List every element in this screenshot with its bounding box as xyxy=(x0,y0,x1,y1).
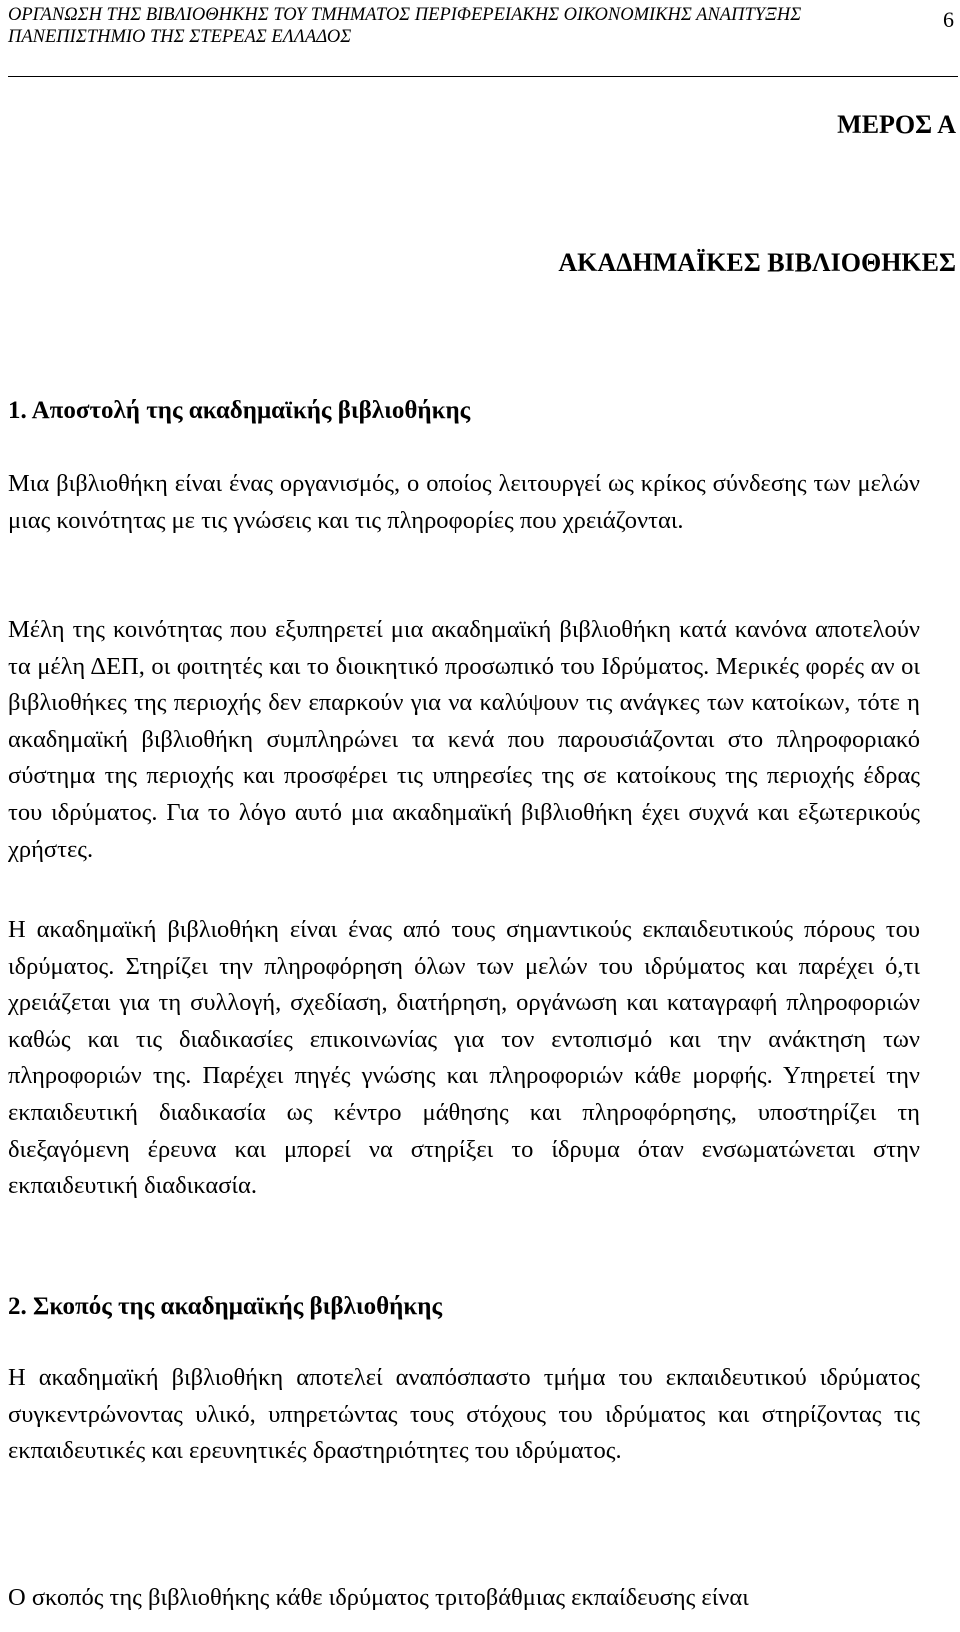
section-heading-purpose: 2. Σκοπός της ακαδημαϊκής βιβλιοθήκης xyxy=(8,1293,442,1320)
section-heading-mission: 1. Αποστολή της ακαδημαϊκής βιβλιοθήκης xyxy=(8,397,471,424)
paragraph-integral-part: Η ακαδημαϊκή βιβλιοθήκη αποτελεί αναπόσπαστο τμήμα του εκπαιδευτικού ιδρύματος συγκεντρώνοντας υλικό, υπηρετώντας τους στόχους του ιδρύματος και στηρίζοντας τις εκπαιδευτικές και ερευνητικές δραστηριότητες του ιδρύματος. xyxy=(8,1364,920,1465)
paragraph-educational-resource: Η ακαδημαϊκή βιβλιοθήκη είναι ένας από τους σημαντικούς εκπαιδευτικούς πόρους του ιδρύματος. Στηρίζει την πληροφόρηση όλων των μελών του ιδρύματος και παρέχει ό,τι χρειάζεται για τη συλλογή, σχεδίαση, διατήρηση, οργάνωση και καταγραφή πληροφοριών καθώς και τις διαδικασίες επικοινωνίας για τον εντοπισμό και την ανάκτηση των πληροφοριών της. Παρέχει πηγές γνώσης και πληροφοριών κάθε μορφής. Υπηρετεί την εκπαιδευτική διαδικασία ως κέντρο μάθησης και πληροφόρησης, υποστηρίζει τη διεξαγόμενη έρευνα και μπορεί να στηρίξει το ίδρυμα όταν ενσωματώνεται στην εκπαιδευτική διαδικασία. xyxy=(8,916,920,1200)
running-header-line-2: ΠΑΝΕΠΙΣΤΗΜΙΟ ΤΗΣ ΣΤΕΡΕΑΣ ΕΛΛΑΔΟΣ xyxy=(8,27,352,47)
page-number: 6 xyxy=(943,7,954,32)
paragraph-purpose-start: Ο σκοπός της βιβλιοθήκης κάθε ιδρύματος τριτοβάθμιας εκπαίδευσης είναι xyxy=(8,1584,749,1611)
running-header-line-1: ΟΡΓΑΝΩΣΗ ΤΗΣ ΒΙΒΛΙΟΘΗΚΗΣ ΤΟΥ ΤΜΗΜΑΤΟΣ ΠΕΡΙΦΕΡΕΙΑΚΗΣ ΟΙΚΟΝΟΜΙΚΗΣ ΑΝΑΠΤΥΞΗΣ xyxy=(8,5,802,25)
paragraph-library-definition: Μια βιβλιοθήκη είναι ένας οργανισμός, ο οποίος λειτουργεί ως κρίκος σύνδεσης των μελών μιας κοινότητας με τις γνώσεις και τις πληροφορίες που χρειάζονται. xyxy=(8,470,920,534)
header-divider xyxy=(8,76,958,77)
running-header xyxy=(8,4,908,48)
paragraph-community-members: Μέλη της κοινότητας που εξυπηρετεί μια ακαδημαϊκή βιβλιοθήκη κατά κανόνα αποτελούν τα μέλη ΔΕΠ, οι φοιτητές και το διοικητικό προσωπικό του Ιδρύματος. Μερικές φορές αν οι βιβλιοθήκες της περιοχής δεν επαρκούν για να καλύψουν τις ανάγκες των κατοίκων, τότε η ακαδημαϊκή βιβλιοθήκη συμπληρώνει τα κενά που παρουσιάζονται στο πληροφοριακό σύστημα της περιοχής και προσφέρει τις υπηρεσίες της σε κατοίκους της περιοχής έδρας του ιδρύματος. Για το λόγο αυτό μια ακαδημαϊκή βιβλιοθήκη έχει συχνά και εξωτερικούς χρήστες. xyxy=(8,616,920,863)
part-title: ΜΕΡΟΣ Α xyxy=(837,110,956,139)
chapter-title: ΑΚΑΔΗΜΑΪΚΕΣ ΒΙΒΛΙΟΘΗΚΕΣ xyxy=(558,248,956,277)
